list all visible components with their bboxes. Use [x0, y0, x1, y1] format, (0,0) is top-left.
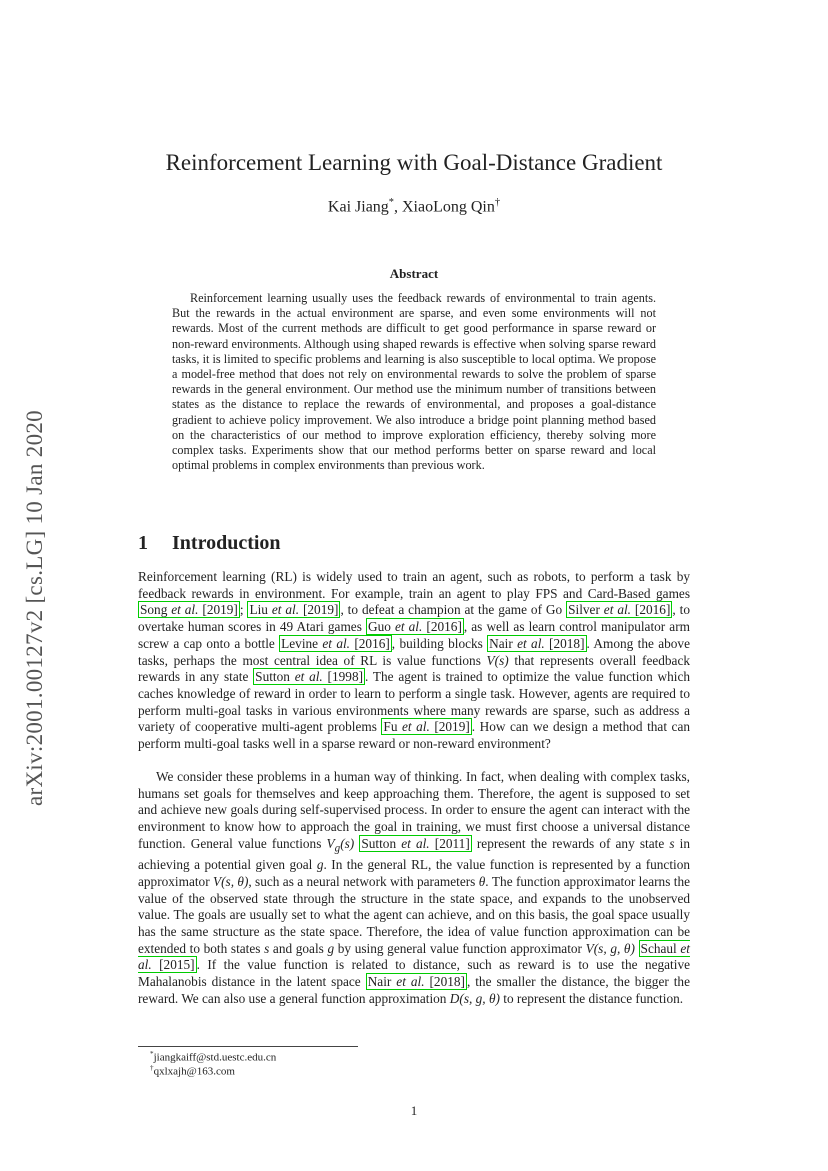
footnote-mark[interactable]: † — [494, 197, 501, 208]
text-run: We consider these problems in a human way of thinking. In fact, when dealing with complex tasks, humans set goals for themselves and keep approaching them. Therefore, the agent is supposed to set and achieve new goals during self-supervised process. In order to ensure the agent can interact with the environment to know how to approach the goal in training, we must first choose a universal distance function. General value functions — [138, 769, 690, 851]
math-expression: D(s, g, θ) — [449, 990, 500, 1006]
text-run: by using general value function approximator — [334, 940, 586, 956]
citation-link[interactable]: Nair et al. [2018] — [367, 974, 465, 990]
footnote-divider — [138, 1046, 358, 1047]
arxiv-identifier-text: arXiv:2001.00127v2 [cs.LG] 10 Jan 2020 — [22, 410, 47, 806]
author-line: Kai Jiang*, XiaoLong Qin† — [327, 197, 501, 216]
text-run: Reinforcement learning (RL) is widely used to train an agent, such as robots, to perform a task by feedback rewards in environment. For example, train an agent to play FPS and Card-Based games — [138, 569, 690, 601]
intro-paragraph-1 — [138, 569, 690, 753]
text-run: in achieving a potential given goal — [138, 835, 691, 873]
footnote-mark: * — [150, 1050, 154, 1058]
text-run: represent the rewards of any state — [471, 835, 670, 851]
text-run: , such as a neural network with parameters — [248, 873, 479, 889]
math-expression: V(s, θ) — [213, 873, 249, 889]
footnote-text: qxlxajh@163.com — [153, 1065, 235, 1078]
section-number: 1 — [138, 532, 148, 554]
text-run: , as well as learn control manipulator arm screw a cap onto a bottle — [138, 619, 690, 651]
intro-paragraph-2 — [138, 769, 690, 1008]
footnote-email-2 — [150, 1064, 235, 1078]
text-run: . How can we design a method that can perform multi-goal tasks well in a sparse reward or non-reward environment? — [138, 719, 690, 752]
text-run: . If the value function is related to distance, such as reward is to use the negative Mahalanobis distance in the latent space — [138, 957, 690, 990]
arxiv-identifier-stamp — [22, 368, 48, 848]
math-expression: θ — [478, 873, 486, 889]
citation-link[interactable]: Schaul et al. [2015] — [138, 940, 691, 973]
math-expression: $V_g(s)$ — [326, 835, 355, 855]
citation-link[interactable]: Nair et al. [2018] — [489, 635, 585, 651]
page-number: 1 — [410, 1103, 418, 1118]
footnote-mark: † — [150, 1064, 154, 1072]
math-expression: g — [316, 857, 324, 873]
math-expression: s — [264, 940, 270, 956]
citation-link[interactable]: Sutton et al. [2011] — [361, 835, 470, 851]
citation-link[interactable]: Levine et al. [2016] — [281, 635, 390, 651]
text-run: , building blocks — [391, 635, 488, 651]
text-run: . The function approximator learns the value of the observed state through the structure in the state space, and expands to the unobserved value. The goals are usually set to what the agent can achieve, and on this basis, the goal space usually has the same structure as the state space. Therefore, the idea of value function approximation can be extended to both states — [138, 873, 690, 956]
text-run: . In the general RL, the value function is represented by a function approximator — [138, 857, 691, 889]
math-expression: V(s) — [486, 652, 509, 668]
section-heading — [138, 532, 281, 555]
author-name: XiaoLong Qin — [402, 198, 495, 216]
citation-link[interactable]: Guo et al. [2016] — [367, 619, 462, 635]
footnote-mark[interactable]: * — [388, 197, 394, 208]
text-run: , to overtake human scores in 49 Atari games — [138, 602, 690, 635]
text-run: and goals — [269, 940, 328, 956]
text-run: . The agent is trained to optimize the value function which caches knowledge of reward in order to learn to perform a single task. However, agents are required to perform multi-goal tasks in various environments where many rewards are sparse, such as address a variety of cooperative multi-agent problems — [138, 669, 691, 735]
footnote-email-1 — [150, 1050, 276, 1064]
math-expression: g — [327, 940, 335, 956]
abstract-heading: Abstract — [389, 266, 439, 281]
text-run: that represents overall feedback rewards in any state — [138, 652, 690, 685]
math-expression: s — [669, 835, 675, 851]
section-title: Introduction — [172, 532, 281, 554]
paper-title: Reinforcement Learning with Goal-Distance Gradient — [165, 150, 663, 175]
text-run: . Among the above tasks, perhaps the most central idea of RL is value functions — [138, 635, 690, 668]
text-run: , the smaller the distance, the bigger the reward. We can also use a general function approximation — [138, 974, 690, 1006]
math-expression: V(s, g, θ) — [585, 940, 635, 956]
citation-link[interactable]: Liu et al. [2019] — [249, 602, 339, 618]
citation-link[interactable]: Silver et al. [2016] — [568, 602, 671, 618]
citation-link[interactable]: Fu et al. [2019] — [383, 719, 470, 735]
author-name: Kai Jiang — [327, 198, 389, 216]
abstract-text: Reinforcement learning usually uses the feedback rewards of environmental to train agents. But the rewards in the actual environment are sparse, and even some environments will not rewards. Most of the current methods are difficult to get good performance in sparse reward or non-reward environments. Although using shaped rewards is effective when solving sparse reward tasks, it is limited to specific problems and learning is also susceptible to local optima. We propose a model-free method that does not rely on environmental rewards to solve the problem of sparse rewards in the general environment. Our method use the minimum number of transitions between states as the distance to replace the rewards of environmental, and proposes a goal-distance gradient to achieve policy improvement. We also introduce a bridge point planning method based on the characteristics of our method to improve exploration efficiency, thereby solving more complex tasks. Experiments show that our method performs better on sparse reward and local optimal problems in complex environments than previous work. — [172, 291, 656, 473]
text-run: , to defeat a champion at the game of Go — [340, 602, 567, 618]
citation-link[interactable]: Sutton et al. [1998] — [255, 669, 364, 685]
text-run: to represent the distance function. — [499, 990, 684, 1006]
text-run: ; — [239, 602, 248, 618]
citation-link[interactable]: Song et al. [2019] — [140, 602, 238, 618]
footnote-text: jiangkaiff@std.uestc.edu.cn — [153, 1051, 277, 1064]
